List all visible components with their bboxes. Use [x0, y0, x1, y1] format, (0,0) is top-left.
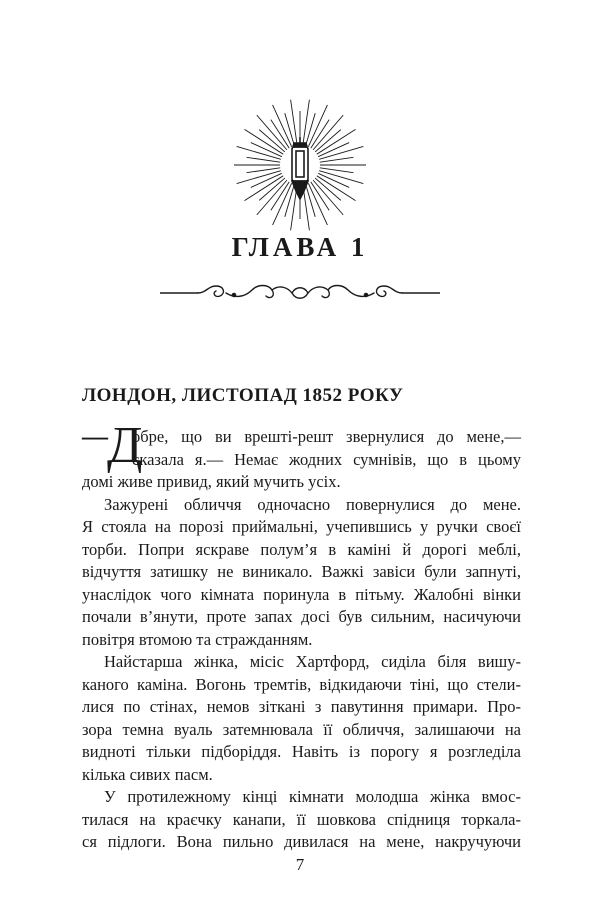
sunburst-ray	[313, 115, 343, 150]
opening-paragraph	[82, 417, 521, 494]
text-line: видноті тільки підборіддя. Навіть із порогу я розгледіла	[82, 742, 521, 761]
paragraph	[82, 786, 521, 854]
text-line: ся підлоги. Вона пильно дивилася на мене, накручуючи	[82, 832, 521, 851]
text-line: Найстарша жінка, місіс Хартфорд, сиділа біля вишу-	[104, 652, 521, 671]
text-line: Зажурені обличчя одночасно повернулися до мене.	[104, 494, 521, 514]
sunburst-ray	[313, 180, 343, 215]
text-line: сказала я.— Немає жодних сумнівів, що в цьому	[132, 449, 521, 469]
text-line: зора темна вуаль затемнювала її обличчя, залишаючи на	[82, 719, 521, 739]
paragraph	[82, 494, 521, 652]
page-number: 7	[295, 855, 305, 874]
sunburst-ray	[257, 180, 287, 215]
section-heading: ЛОНДОН, ЛИСТОПАД 1852 РОКУ	[82, 385, 404, 406]
text-line: обре, що ви врешті-решт звернулися до мене,—	[132, 427, 521, 446]
paragraph	[82, 651, 521, 786]
body-text	[82, 417, 521, 854]
text-line: торби. Попри яскраве полум’я в каміні й дорогі меблі,	[82, 539, 521, 559]
sunburst-ray	[257, 115, 287, 150]
text-line: тилася на краєчку канапи, її шовкова спідниця торкала-	[82, 809, 521, 829]
dialogue-dash: —	[82, 422, 108, 451]
text-line: каного каміна. Вогонь тремтів, відкидаючи тіні, що стели-	[82, 674, 521, 694]
sunburst-ray	[291, 100, 298, 146]
text-line: повітря втомою та стражданням.	[82, 629, 313, 649]
scroll-flourish-divider	[160, 278, 440, 308]
chapter-title: ГЛАВА 1	[231, 232, 369, 262]
text-line: кілька сивих пасм.	[82, 764, 213, 784]
text-line: унаслідок чого кімната поринула в пітьму. Жалобні вінки	[82, 584, 521, 604]
text-line: Я стояла на порозі приймальні, учепившись у ручки своєї	[82, 517, 521, 536]
drop-cap: Д	[107, 417, 143, 474]
text-line: У протилежному кінці кімнати молодша жінка вмос-	[104, 787, 521, 806]
text-line: лися по стінах, немов зіткані з павутиння примари. Про-	[82, 697, 521, 716]
lantern-sunburst-icon	[230, 95, 370, 235]
text-line: домі живе привид, який мучить усіх.	[82, 472, 341, 491]
text-line: відчуття затишку не виникало. Важкі завіси були запнуті,	[82, 562, 521, 581]
text-line: почали в’янути, проте запах досі був сильним, насичуючи	[82, 607, 521, 626]
sunburst-ray	[303, 100, 310, 146]
